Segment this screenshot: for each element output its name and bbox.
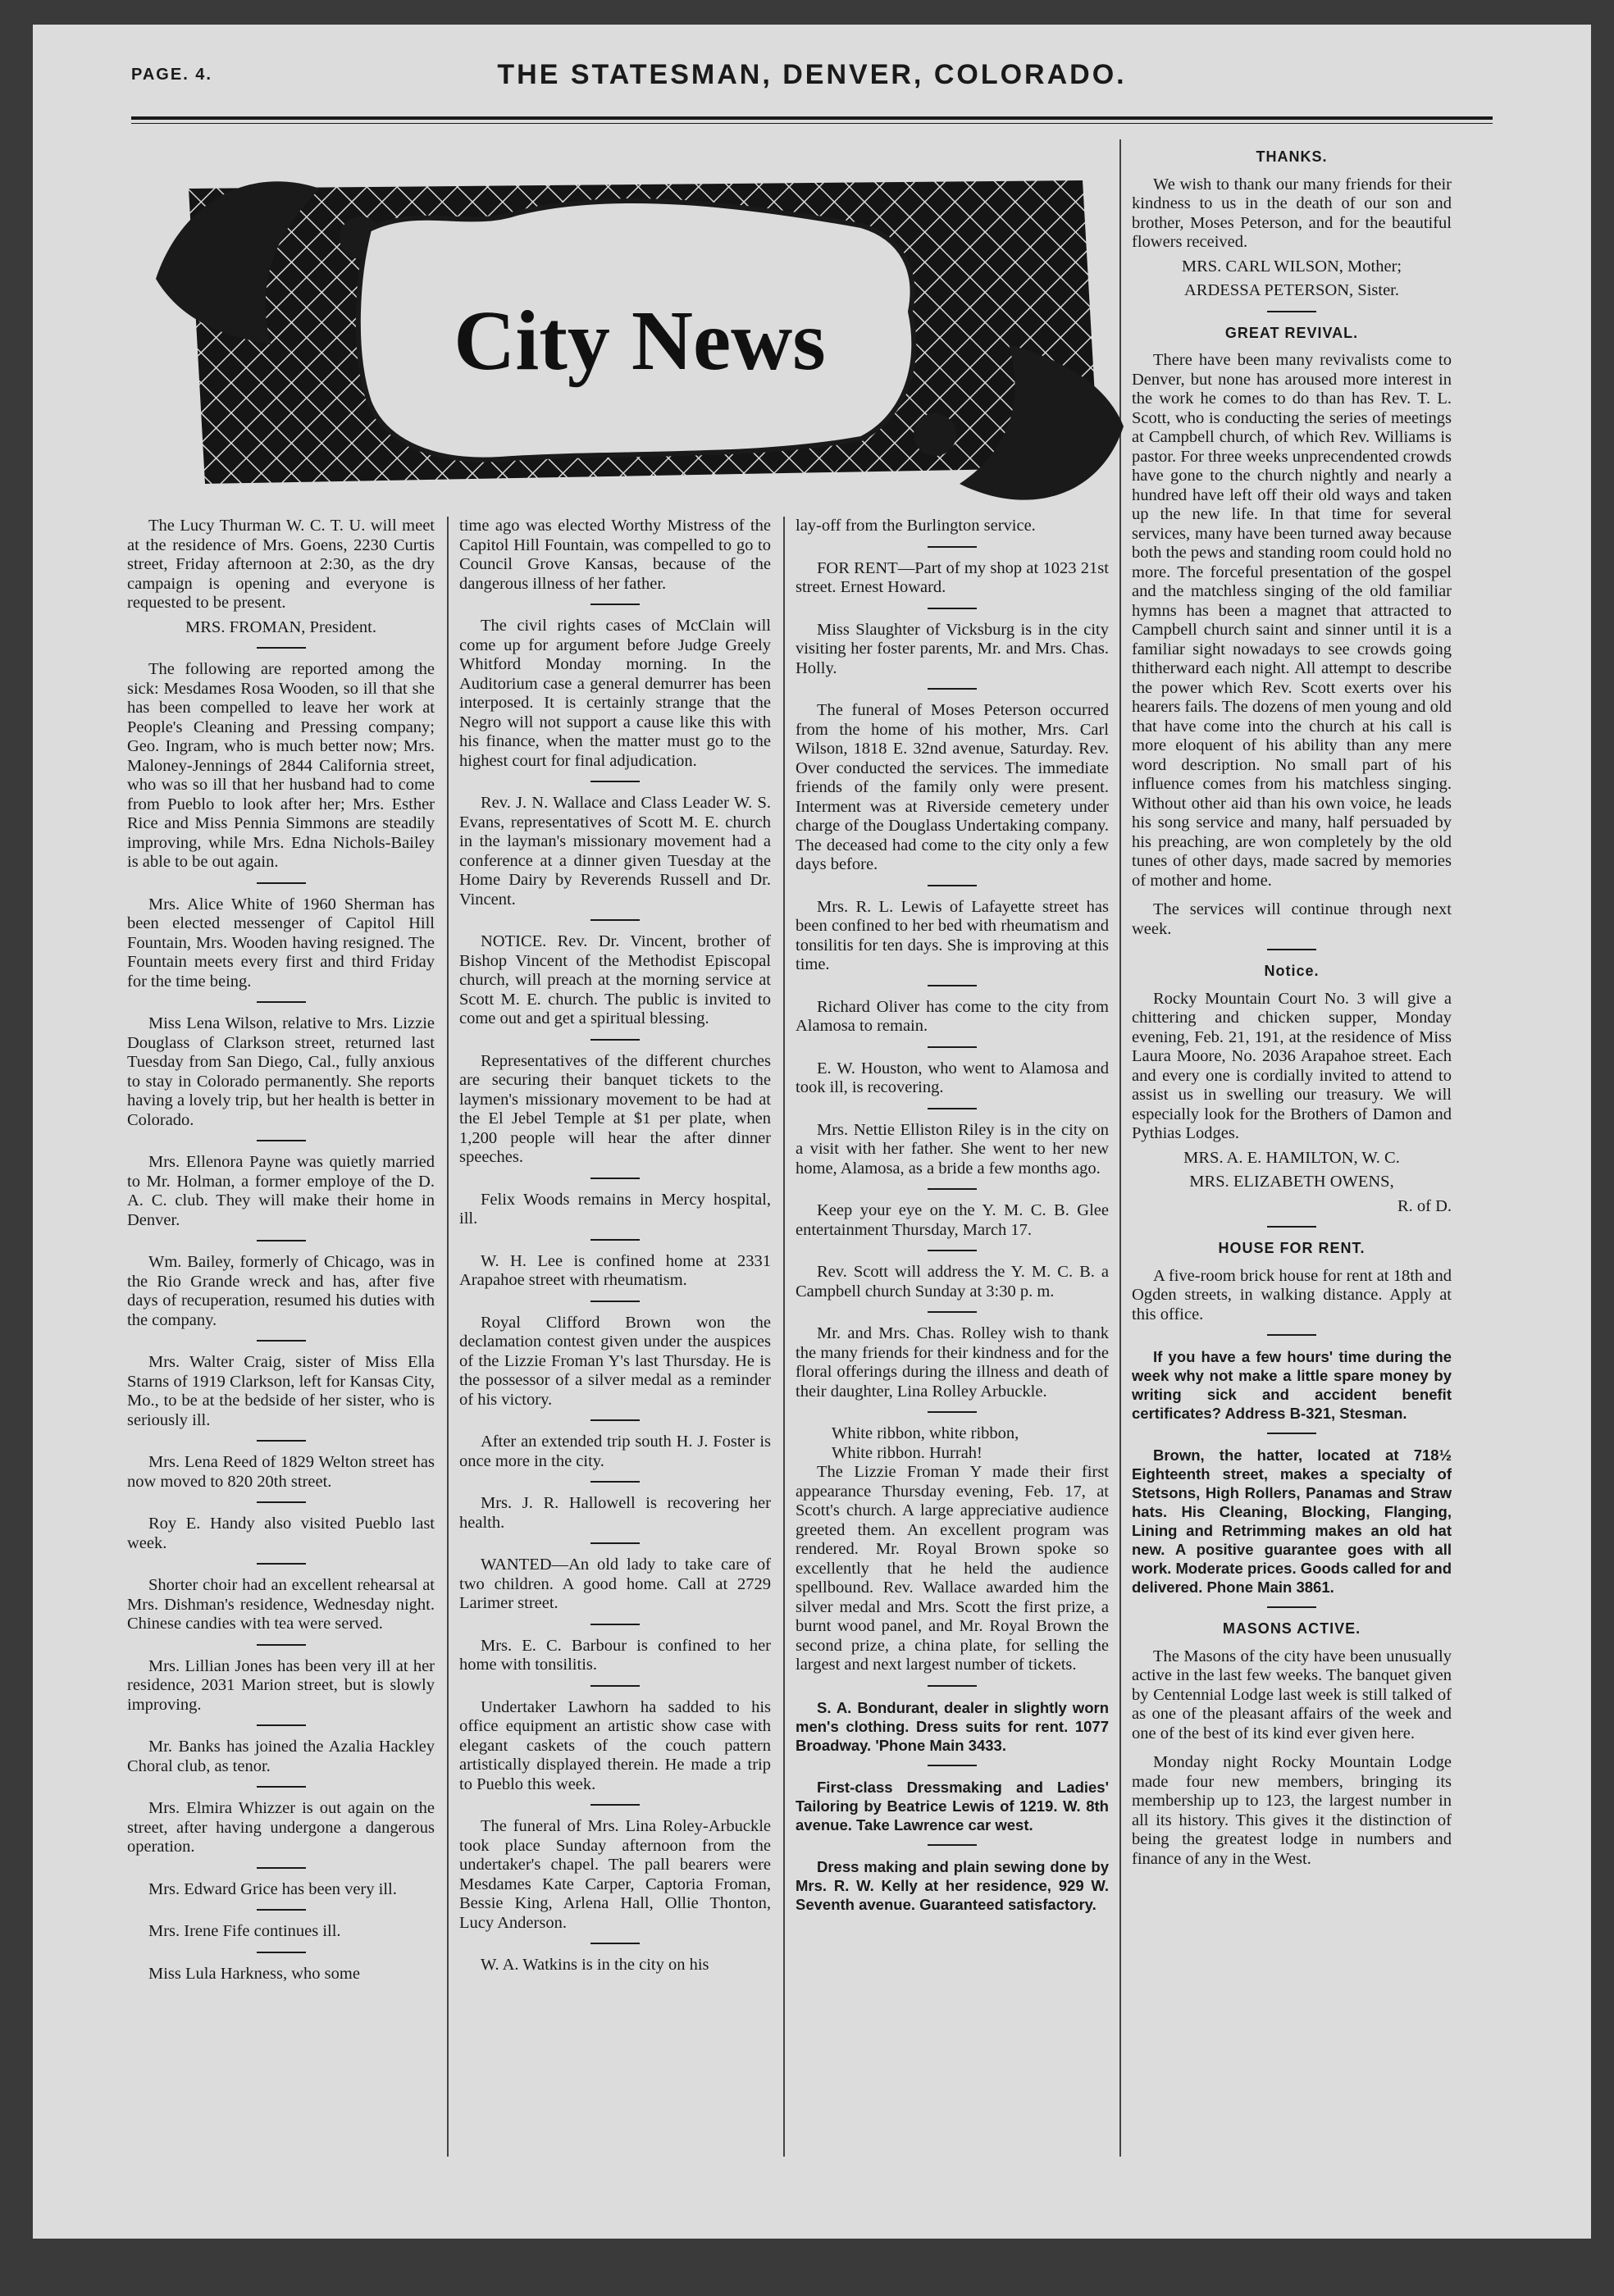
separator xyxy=(257,647,306,649)
article: Mrs. E. C. Barbour is confined to her home with tonsilitis. xyxy=(459,1636,771,1674)
article: Mrs. R. L. Lewis of Lafayette street has been confined to her bed with rheumatism and tonsilitis for ten days. She is improving at this time. xyxy=(796,897,1109,973)
page-number: PAGE. 4. xyxy=(131,66,212,84)
city-news-banner xyxy=(156,156,1124,517)
advertisement: S. A. Bondurant, dealer in slightly worn men's clothing. Dress suits for rent. 1077 Broadway. 'Phone Main 3433. xyxy=(796,1698,1109,1754)
article: There have been many revivalists come to Denver, but none has aroused more interest in the work he comes to do than has Rev. T. L. Scott, who is conducting the series of meetings at Campbell church, of which Rev. Williams is pastor. For three weeks unprecendented crowds have gone to the church nightly and nearly a hundred have left off their old ways and taken up the new life. In that time for several services, many have been turned away because both the pews and standing room could hold no more. The forceful presentation of the gospel and the matchless singing of the old familiar hymns has been a magnet that attracted to Campbell church saint and sinner until it is a familiar sight nowadays to see crowds going thitherward each night. All attempt to describe the power which Rev. Scott exerts over his hearers fails. The dozens of men young and old that have come into the church at his call is more eloquent of his ability than any mere word description. No small part of his influence comes from his matchless singing. Without other aid than his own voice, he leads his song service and many, half persuaded by his preaching, are won completely by the old tunes of other days, made sacred by memories of mother and home. xyxy=(1132,351,1452,890)
article: Miss Lula Harkness, who some xyxy=(148,1964,360,1983)
newspaper-page xyxy=(33,25,1591,2239)
separator xyxy=(928,1411,977,1413)
separator xyxy=(1267,1334,1316,1336)
separator xyxy=(928,1765,977,1766)
article: Miss Slaughter of Vicksburg is in the city visiting her foster parents, Mr. and Mrs. Chas. Holly. xyxy=(796,620,1109,677)
signature: MRS. A. E. HAMILTON, W. C. xyxy=(1183,1148,1400,1167)
article: E. W. Houston, who went to Alamosa and took ill, is recovering. xyxy=(796,1059,1109,1096)
article: Undertaker Lawhorn ha sadded to his office equipment an artistic show case with elegant caskets of the couch pattern artistically displayed therein. He made a trip to Pueblo this week. xyxy=(459,1697,771,1793)
separator xyxy=(590,1542,640,1544)
masthead: THE STATESMAN, DENVER, COLORADO. xyxy=(497,59,1127,90)
separator xyxy=(928,1250,977,1251)
article: Roy E. Handy also visited Pueblo last week. xyxy=(127,1515,435,1552)
advertisement: Dress making and plain sewing done by Mrs. R. W. Kelly at her residence, 929 W. Seventh avenue. Guaranteed satisfactory. xyxy=(796,1857,1109,1913)
article: A five-room brick house for rent at 18th and Ogden streets, in walking distance. Apply at this office. xyxy=(1132,1266,1452,1323)
article: After an extended trip south H. J. Foster is once more in the city. xyxy=(459,1433,771,1470)
article: Mr. and Mrs. Chas. Rolley wish to thank the many friends for their kindness and for the floral offerings during the illness and death of their daughter, Lina Rolley Arbuckle. xyxy=(796,1324,1109,1401)
separator xyxy=(928,608,977,609)
separator xyxy=(928,1188,977,1190)
column-rule xyxy=(447,517,449,2157)
column-4 xyxy=(1132,148,1452,1879)
separator xyxy=(928,688,977,690)
separator xyxy=(257,1952,306,1953)
article: W. A. Watkins is in the city on his xyxy=(481,1956,709,1974)
masthead-rule-thin xyxy=(131,123,1493,124)
article: The Lizzie Froman Y made their first appearance Thursday evening, Feb. 17, at Scott's church. A large appreciative audience greeted them. An excellent program was rendered. Mr. Royal Brown spoke so excellently that he held the audience spellbound. Rev. Wallace awarded him the silver medal and Mrs. Scott the first prize, a burnt wood panel, and Mr. Royal Brown the second prize, a china plate, for selling the largest and next largest number of tickets. xyxy=(796,1463,1109,1674)
article: Rocky Mountain Court No. 3 will give a chittering and chicken supper, Monday evening, Feb. 21, 191, at the residence of Miss Laura Moore, No. 2036 Arapahoe street. Each and every one is cordially invited to attend to assist us in swelling our treasury. We will especially look for the Brothers of Damon and Pythias Lodges. xyxy=(1132,989,1452,1142)
article: The civil rights cases of McClain will come up for argument before Judge Greely Whitford Monday morning. In the Auditorium case a general demurrer has been interposed. It is certainly strange that the Negro will not support a cause like this with his finance, when the matter must go to the highest court for final adjudication. xyxy=(459,617,771,770)
separator xyxy=(590,1039,640,1041)
headline-masons-active: MASONS ACTIVE. xyxy=(1222,1620,1361,1637)
separator xyxy=(257,1501,306,1503)
article: lay-off from the Burlington service. xyxy=(796,517,1036,535)
headline-notice: Notice. xyxy=(1264,963,1320,979)
article: Mrs. Nettie Elliston Riley is in the city on a visit with her father. She went to her new home, Alamosa, as a bride a few months ago. xyxy=(796,1120,1109,1178)
column-1 xyxy=(127,517,435,1993)
article: Monday night Rocky Mountain Lodge made four new members, bringing its membership up to 123, the largest number in all its history. This gives it the distinction of being the greatest lodge in numbers and finance of any in the West. xyxy=(1132,1753,1452,1868)
separator xyxy=(928,1046,977,1048)
column-3 xyxy=(796,517,1109,1924)
article: Richard Oliver has come to the city from Alamosa to remain. xyxy=(796,997,1109,1035)
separator xyxy=(257,1867,306,1869)
article: The funeral of Moses Peterson occurred from the home of his mother, Mrs. Carl Wilson, 1818 E. 32nd avenue, Saturday. Rev. Over conducted the services. The immediate friends of the family only were present. Interment was at Riverside cemetery under charge of the Douglass Undertaking company. The deceased had come to the city only a few days before. xyxy=(796,701,1109,873)
signature: MRS. FROMAN, President. xyxy=(185,617,376,636)
article: FOR RENT—Part of my shop at 1023 21st street. Ernest Howard. xyxy=(796,558,1109,596)
article: Felix Woods remains in Mercy hospital, ill. xyxy=(459,1190,771,1228)
separator xyxy=(1267,311,1316,312)
separator xyxy=(590,1178,640,1179)
advertisement: If you have a few hours' time during the week why not make a little spare money by writing sick and accident benefit certificates? Address B-321, Stesman. xyxy=(1132,1348,1452,1422)
article: Rev. J. N. Wallace and Class Leader W. S. Evans, representatives of Scott M. E. church in the layman's missionary movement had a conference at a dinner given Tuesday at the Home Dairy by Reverends Russell and Dr. Vincent. xyxy=(459,794,771,909)
article: Wm. Bailey, formerly of Chicago, was in the Rio Grande wreck and has, after five days of recuperation, resumed his duties with the company. xyxy=(127,1253,435,1329)
separator xyxy=(590,1419,640,1421)
article: The Lucy Thurman W. C. T. U. will meet at the residence of Mrs. Goens, 2230 Curtis street, Friday afternoon at 2:30, as the dry campaign is opening and everyone is requested to be present. xyxy=(127,517,435,612)
article: The Masons of the city have been unusually active in the last few weeks. The banquet given by Centennial Lodge last week is still talked of as one of the pleasant affairs of the week and one of the best of its kind ever given here. xyxy=(1132,1647,1452,1742)
separator xyxy=(590,1804,640,1806)
article: The funeral of Mrs. Lina Roley-Arbuckle took place Sunday afternoon from the undertaker's chapel. The pall bearers were Mesdames Kate Carper, Captoria Froman, Bessie King, Arlena Hall, Ollie Thonton, Lucy Anderson. xyxy=(459,1817,771,1932)
article: Mrs. Ellenora Payne was quietly married to Mr. Holman, a former employe of the D. A. C. club. They will make their home in Denver. xyxy=(127,1153,435,1229)
separator xyxy=(257,1440,306,1442)
separator xyxy=(590,1943,640,1944)
separator xyxy=(1267,1433,1316,1434)
poem-line: White ribbon. Hurrah! xyxy=(832,1443,983,1462)
signature: MRS. ELIZABETH OWENS, xyxy=(1189,1173,1394,1191)
article: The following are reported among the sick: Mesdames Rosa Wooden, so ill that she has been compelled to leave her work at People's Cleaning and Pressing company; Geo. Ingram, who is much better now; Mrs. Maloney-Jennings of 2844 California street, who was so ill that her husband had to come from Pueblo to look after her; Mrs. Esther Rice and Miss Pennia Simmons are steadily improving, while Mrs. Edna Nichols-Bailey is able to be out again. xyxy=(127,660,435,871)
article: NOTICE. Rev. Dr. Vincent, brother of Bishop Vincent of the Methodist Episcopal church, will preach at the morning service at Scott M. E. church. The public is invited to come out and get a spiritual blessing. xyxy=(459,932,771,1027)
separator xyxy=(257,1563,306,1565)
separator xyxy=(590,781,640,782)
separator xyxy=(928,1685,977,1687)
article: Mrs. J. R. Hallowell is recovering her health. xyxy=(459,1494,771,1532)
advertisement: Brown, the hatter, located at 718½ Eighteenth street, makes a specialty of Stetsons, High Rollers, Panamas and Straw hats. His Cleaning, Blocking, Flanging, Lining and Retrimming makes an old hat new. A positive guarantee goes with all work. Moderate prices. Goods called for and delivered. Phone Main 3861. xyxy=(1132,1446,1452,1596)
separator xyxy=(257,1724,306,1726)
separator xyxy=(928,1311,977,1313)
separator xyxy=(590,1301,640,1302)
article: time ago was elected Worthy Mistress of the Capitol Hill Fountain, was compelled to go to Council Grove Kansas, because of the dangerous illness of her father. xyxy=(459,517,771,593)
poem-line: White ribbon, white ribbon, xyxy=(832,1424,1019,1442)
separator xyxy=(590,1481,640,1483)
separator xyxy=(257,1340,306,1342)
separator xyxy=(257,1909,306,1911)
article: WANTED—An old lady to take care of two children. A good home. Call at 2729 Larimer street. xyxy=(459,1556,771,1612)
separator xyxy=(590,1685,640,1687)
article: Mrs. Lillian Jones has been very ill at her residence, 2031 Marion street, but is slowly improving. xyxy=(127,1656,435,1714)
separator xyxy=(257,1140,306,1141)
separator xyxy=(590,1239,640,1241)
article: Royal Clifford Brown won the declamation contest given under the auspices of the Lizzie Froman Y's last Thursday. He is the possessor of a silver medal as a reminder of his victory. xyxy=(459,1313,771,1409)
signature: R. of D. xyxy=(1397,1196,1452,1215)
separator xyxy=(257,1240,306,1241)
separator xyxy=(928,985,977,986)
article: Mrs. Alice White of 1960 Sherman has been elected messenger of Capitol Hill Fountain, Mrs. Wooden having resigned. The Fountain meets every first and third Friday for the time being. xyxy=(127,895,435,991)
article: Miss Lena Wilson, relative to Mrs. Lizzie Douglass of Clarkson street, returned last Tuesday from San Diego, Cal., fully anxious to stay in Colorado permanently. She reports having a lovely trip, but her health is better in Colorado. xyxy=(127,1014,435,1129)
separator xyxy=(257,1001,306,1003)
headline-thanks: THANKS. xyxy=(1256,148,1328,165)
article: Shorter choir had an excellent rehearsal at Mrs. Dishman's residence, Wednesday night. Chinese candies with tea were served. xyxy=(127,1576,435,1633)
article: W. H. Lee is confined home at 2331 Arapahoe street with rheumatism. xyxy=(459,1251,771,1289)
article: Rev. Scott will address the Y. M. C. B. a Campbell church Sunday at 3:30 p. m. xyxy=(796,1263,1109,1301)
headline-house-for-rent: HOUSE FOR RENT. xyxy=(1218,1240,1366,1256)
separator xyxy=(1267,1226,1316,1228)
article: Mrs. Irene Fife continues ill. xyxy=(148,1922,341,1940)
article: Keep your eye on the Y. M. C. B. Glee entertainment Thursday, March 17. xyxy=(796,1201,1109,1239)
article: Mrs. Walter Craig, sister of Miss Ella Starns of 1919 Clarkson, left for Kansas City, Mo., to be at the bedside of her sister, who is seriously ill. xyxy=(127,1353,435,1429)
column-rule xyxy=(783,517,785,2157)
separator xyxy=(257,1786,306,1788)
separator xyxy=(928,546,977,548)
separator xyxy=(590,1624,640,1625)
separator xyxy=(928,1108,977,1109)
column-2 xyxy=(459,517,771,1985)
article: Mrs. Edward Grice has been very ill. xyxy=(148,1879,397,1898)
separator xyxy=(257,882,306,884)
article: Mrs. Lena Reed of 1829 Welton street has now moved to 820 20th street. xyxy=(127,1453,435,1491)
separator xyxy=(928,1844,977,1846)
banner-title: City News xyxy=(454,294,826,388)
advertisement: First-class Dressmaking and Ladies' Tailoring by Beatrice Lewis of 1219. W. 8th avenue. Take Lawrence car west. xyxy=(796,1778,1109,1834)
article: Mrs. Elmira Whizzer is out again on the street, after having undergone a dangerous operation. xyxy=(127,1799,435,1856)
signature: MRS. CARL WILSON, Mother; xyxy=(1181,257,1402,276)
separator xyxy=(590,919,640,921)
separator xyxy=(1267,1606,1316,1608)
separator xyxy=(590,604,640,605)
article: Mr. Banks has joined the Azalia Hackley Choral club, as tenor. xyxy=(127,1738,435,1775)
headline-great-revival: GREAT REVIVAL. xyxy=(1224,324,1359,341)
article: Representatives of the different churches are securing their banquet tickets to the laymen's missionary movement to be had at the El Jebel Temple at $1 per plate, when 1,200 people will hear the after dinner speeches. xyxy=(459,1051,771,1166)
separator xyxy=(928,885,977,886)
masthead-rule xyxy=(131,116,1493,120)
separator xyxy=(1267,949,1316,950)
signature: ARDESSA PETERSON, Sister. xyxy=(1184,281,1399,299)
article: We wish to thank our many friends for their kindness to us in the death of our son and brother, Moses Peterson, and for the beautiful flowers received. xyxy=(1132,175,1452,251)
article: The services will continue through next week. xyxy=(1132,900,1452,938)
separator xyxy=(257,1644,306,1646)
